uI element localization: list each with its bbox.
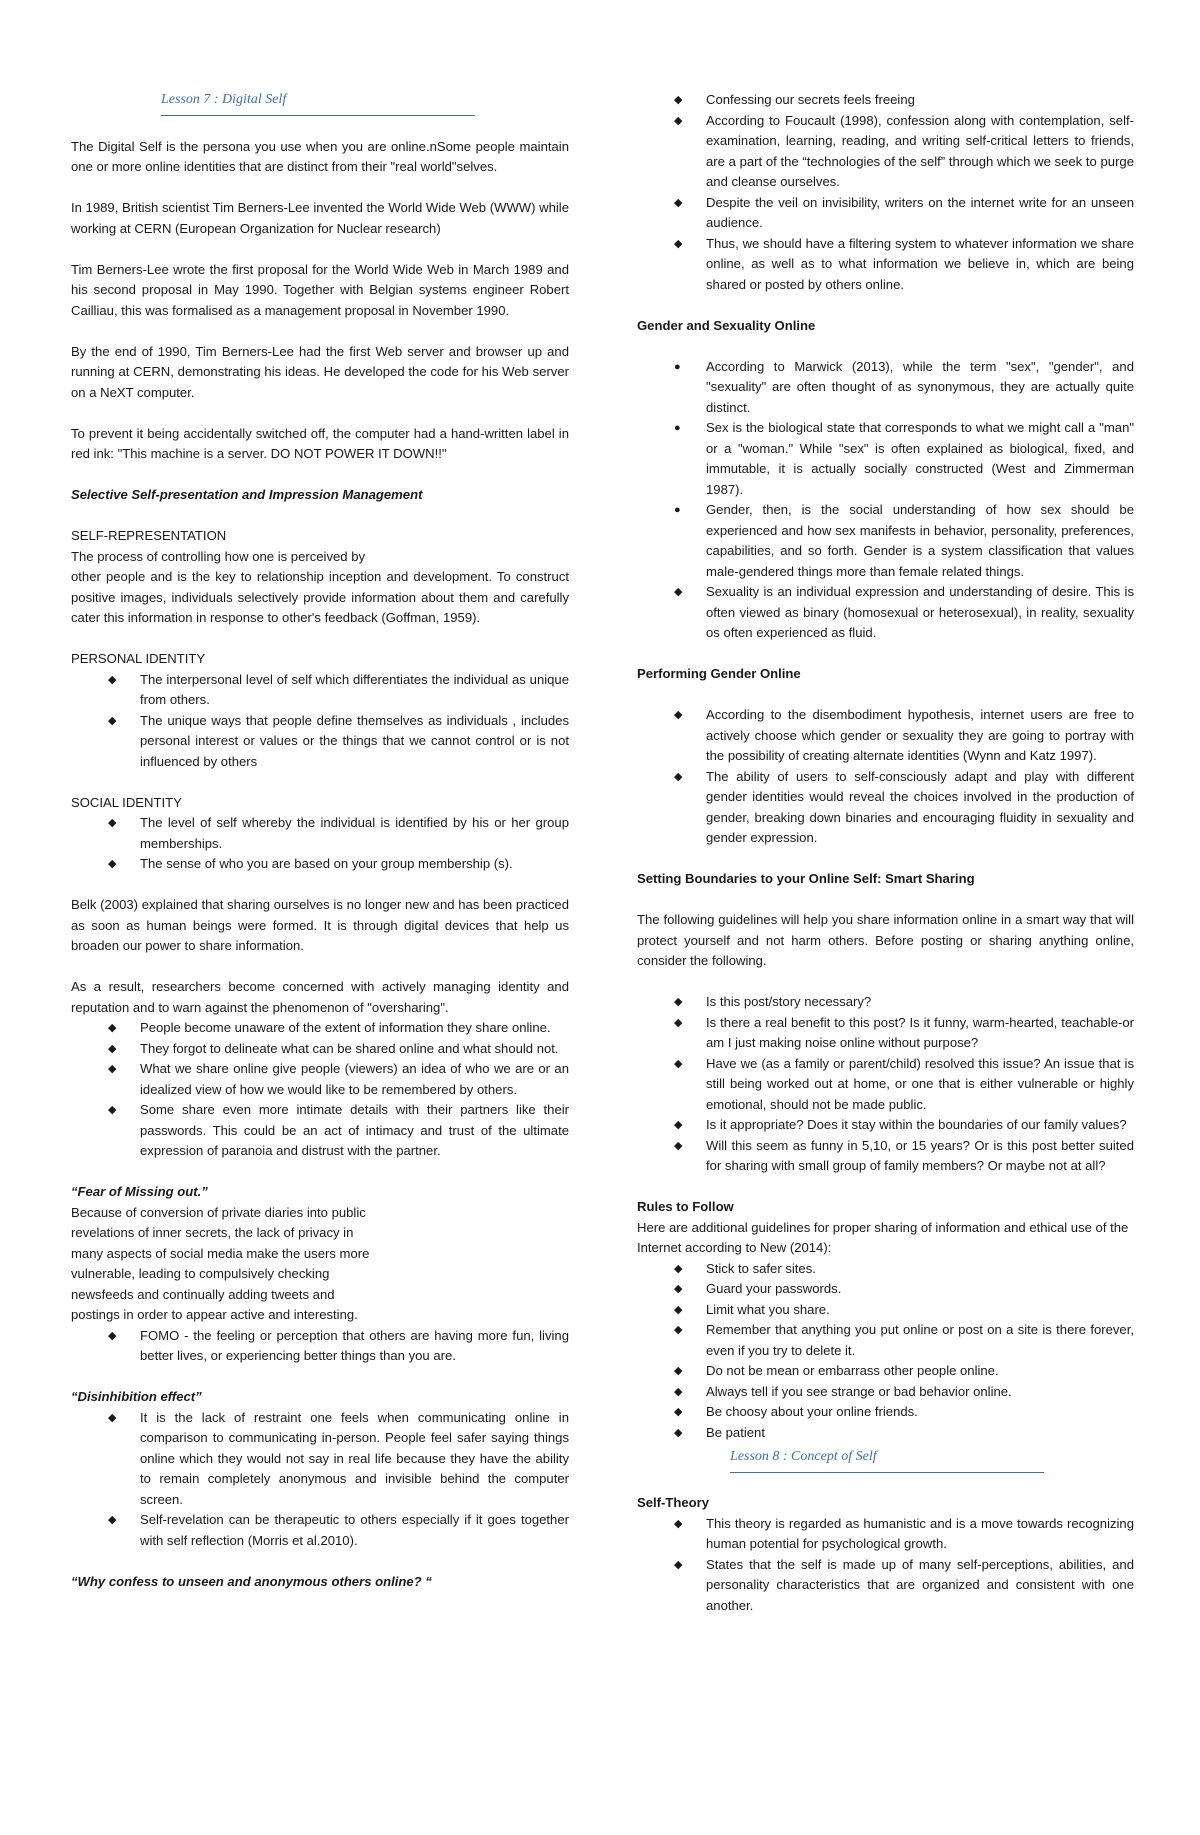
social-identity-heading: SOCIAL IDENTITY: [71, 794, 182, 810]
self-representation-heading: SELF-REPRESENTATION: [71, 528, 227, 543]
list-item: ◆ Some share even more intimate details with their partners like their passwords. This could be an act of intimacy and trust of the ultimate expression of paranoia and distrust with the partner.: [108, 1102, 569, 1158]
gender-list: [637, 357, 1134, 644]
fomo-heading: “Fear of Missing out.”: [71, 1184, 208, 1199]
fomo-line: newsfeeds and continually adding tweets and: [71, 1286, 335, 1302]
selective-heading: Selective Self-presentation and Impression Management: [71, 487, 423, 502]
list-item: ● Sex is the biological state that corresponds to what we might call a "man" or a "woman." While "sex" is often explained as biological, fixed, and immutable, it is actually socially constructed (West and Zimmerman 1987).: [674, 420, 1134, 497]
belk-paragraph: Belk (2003) explained that sharing ourselves is no longer new and has been practiced as soon as human beings were formed. It is through digital devices that help us broaden our power to share information.: [71, 897, 569, 953]
bullet-icon: ◆: [674, 114, 683, 127]
rules-source: Internet according to New (2014):: [637, 1240, 832, 1255]
list-item: ◆ Is it appropriate? Does it stay within the boundaries of our family values?: [637, 1115, 1134, 1136]
lesson-7-title: Lesson 7 : Digital Self: [161, 92, 287, 107]
fomo-line: Because of conversion of private diaries into public: [71, 1204, 366, 1220]
list-item: ◆ Always tell if you see strange or bad behavior online.: [637, 1382, 1134, 1403]
list-item: ◆ Thus, we should have a filtering system to whatever information we share online, as well as to what information we believe in, which are being shared or posted by others online.: [674, 235, 1134, 292]
list-item: ◆ The ability of users to self-consciously adapt and play with different gender identities would reveal the choices involved in the production of gender, breaking down binaries and encouraging fluidity in sexuality and gender expression.: [674, 768, 1134, 845]
list-item: ◆ Limit what you share.: [637, 1300, 1134, 1321]
gender-heading: Gender and Sexuality Online: [637, 317, 816, 333]
self-theory-heading: Self-Theory: [637, 1495, 710, 1510]
bullet-icon: ◆: [674, 1057, 683, 1070]
list-item: ◆ People become unaware of the extent of information they share online.: [71, 1018, 569, 1039]
list-item: ◆ They forgot to delineate what can be shared online and what should not.: [71, 1039, 569, 1060]
right-column: [637, 90, 1134, 1616]
bullet-icon: ◆: [108, 1329, 117, 1342]
bullet-icon: ◆: [108, 714, 117, 727]
bullet-icon: ◆: [674, 237, 683, 250]
list-item: ◆ Self-revelation can be therapeutic to others especially if it goes together with self reflection (Morris et al.2010).: [108, 1512, 569, 1548]
confess-heading: “Why confess to unseen and anonymous others online? “: [71, 1573, 432, 1589]
bullet-icon: ◆: [674, 1558, 683, 1571]
bullet-icon: ◆: [674, 1139, 683, 1152]
disinhibition-heading: “Disinhibition effect”: [71, 1389, 202, 1404]
bullet-icon: ◆: [108, 1514, 117, 1526]
personal-identity-list: [71, 670, 569, 773]
lesson-8-title: Lesson 8 : Concept of Self: [730, 1449, 877, 1464]
list-item: ◆ This theory is regarded as humanistic and is a move towards recognizing human potential for psychological growth.: [674, 1515, 1134, 1551]
bullet-icon: ◆: [674, 196, 683, 209]
performing-gender-heading: Performing Gender Online: [637, 666, 801, 681]
rules-list: [637, 1259, 1134, 1444]
bullet-icon: ◆: [108, 1411, 117, 1424]
history-paragraph-2: Tim Berners-Lee wrote the first proposal for the World Wide Web in March 1989 and his second proposal in May 1990. Together with Belgian systems engineer Robert Cailliau, this was formalised as a management proposal in November 1990.: [71, 261, 569, 318]
boundaries-list: [637, 992, 1134, 1177]
bullet-icon: ◆: [674, 1517, 683, 1530]
rules-intro: Here are additional guidelines for proper sharing of information and ethical use of the: [637, 1219, 1129, 1235]
bullet-icon: ◆: [108, 858, 117, 870]
confess-list: [637, 90, 1134, 295]
list-item: ◆ Have we (as a family or parent/child) resolved this issue? An issue that is still being worked out at home, or one that is either vulnerable or highly emotional, should not be made public.: [674, 1055, 1134, 1112]
list-item: ◆ What we share online give people (viewers) an idea of who we are or an idealized view of how we would like to be remembered by others.: [108, 1061, 569, 1097]
bullet-icon: ◆: [108, 1022, 117, 1034]
oversharing-intro: As a result, researchers become concerned with actively managing identity and reputation and to warn against the phenomenon of "oversharing".: [71, 979, 569, 1015]
bullet-icon: ●: [674, 360, 681, 373]
bullet-icon: ◆: [674, 709, 683, 721]
bullet-icon: ◆: [674, 1324, 683, 1336]
list-item: ◆ Despite the veil on invisibility, writers on the internet write for an unseen audience.: [674, 194, 1134, 230]
list-item: ◆ The interpersonal level of self which differentiates the individual as unique from others.: [108, 671, 569, 707]
bullet-icon: ◆: [674, 1283, 683, 1295]
list-item: ◆ The unique ways that people define themselves as individuals , includes personal interest or values or the things that we cannot control or is not influenced by others: [108, 712, 569, 769]
bullet-icon: ●: [674, 422, 681, 434]
list-item: ● According to Marwick (2013), while the term "sex", "gender", and "sexuality" are often thought of as synonymous, they are actually quite distinct.: [674, 358, 1134, 415]
list-item: ◆ Is this post/story necessary?: [637, 992, 1134, 1013]
bullet-icon: ◆: [674, 996, 683, 1008]
bullet-icon: ◆: [108, 1104, 117, 1116]
performing-gender-list: [637, 705, 1134, 849]
history-paragraph-1: In 1989, British scientist Tim Berners-Lee invented the World Wide Web (WWW) while working at CERN (European Organization for Nuclear research): [71, 200, 569, 236]
fomo-list: [71, 1326, 569, 1367]
list-item: ◆ States that the self is made up of many self-perceptions, abilities, and personality characteristics that are organized and consistent with one another.: [674, 1556, 1134, 1613]
self-representation-line1: The process of controlling how one is perceived by: [71, 548, 366, 564]
fomo-line: revelations of inner secrets, the lack of privacy in: [71, 1225, 354, 1240]
list-item: ◆ Be patient: [637, 1423, 1134, 1444]
list-item: ◆ FOMO - the feeling or perception that others are having more fun, living better lives, or experiencing better things than you are.: [108, 1327, 569, 1363]
list-item: ◆ Is there a real benefit to this post? Is it funny, warm-hearted, teachable-or am I just making noise online without purpose?: [674, 1014, 1134, 1050]
social-identity-list: [71, 813, 569, 875]
self-theory-list: [637, 1514, 1134, 1617]
fomo-line: vulnerable, leading to compulsively checking: [71, 1266, 330, 1281]
bullet-icon: ◆: [674, 1303, 683, 1316]
list-item: ◆ Stick to safer sites.: [637, 1259, 1134, 1280]
bullet-icon: ◆: [674, 1262, 683, 1275]
list-item: ◆ Guard your passwords.: [637, 1279, 1134, 1300]
oversharing-list: [71, 1018, 569, 1162]
bullet-icon: ◆: [674, 1119, 683, 1131]
bullet-icon: ◆: [674, 1406, 683, 1418]
history-paragraph-3: By the end of 1990, Tim Berners-Lee had the first Web server and browser up and running at CERN, demonstrating his ideas. He developed the code for his Web server on a NeXT computer.: [71, 343, 569, 400]
disinhibition-list: [71, 1408, 569, 1552]
list-item: ◆ According to Foucault (1998), confession along with contemplation, self-examination, learning, reading, and writing self-critical letters to friends, are a part of the “technologies of the self” through which we seek to purge and cleanse ourselves.: [674, 112, 1134, 189]
list-item: ◆ Confessing our secrets feels freeing: [637, 90, 1134, 111]
list-item: ◆ Be choosy about your online friends.: [637, 1402, 1134, 1423]
bullet-icon: ◆: [108, 1063, 117, 1075]
list-item: ◆ It is the lack of restraint one feels when communicating online in comparison to communicating in-person. People feel safer saying things online which they would not say in real life because they have the ability to remain completely anonymous and invisible behind the computer screen.: [108, 1409, 569, 1507]
bullet-icon: ◆: [674, 586, 683, 598]
list-item: ◆ According to the disembodiment hypothesis, internet users are free to actively choose which gender or sexuality they are going to portray with the possibility of creating alternate identities (Wynn and Katz 1997).: [674, 707, 1134, 763]
list-item: ◆ The level of self whereby the individual is identified by his or her group memberships.: [108, 815, 569, 851]
list-item: ● Gender, then, is the social understanding of how sex should be experienced and how sex manifests in behavior, personality, preferences, capabilities, and so forth. Gender is a system classification that values male-gendered things more than female related things.: [674, 502, 1134, 579]
bullet-icon: ◆: [108, 1042, 117, 1055]
list-item: ◆ Will this seem as funny in 5,10, or 15 years? Or is this post better suited for sharing with small group of family members? Or maybe not at all?: [674, 1137, 1134, 1173]
bullet-icon: ◆: [674, 1426, 683, 1439]
bullet-icon: ◆: [108, 817, 117, 829]
rules-heading: Rules to Follow: [637, 1199, 734, 1214]
bullet-icon: ◆: [674, 1385, 683, 1398]
list-item: ◆ Remember that anything you put online or post on a site is there forever, even if you try to delete it.: [674, 1322, 1134, 1358]
bullet-icon: ◆: [108, 673, 117, 686]
bullet-icon: ◆: [674, 770, 683, 783]
bullet-icon: ◆: [674, 94, 683, 106]
left-column: [71, 90, 569, 1592]
bullet-icon: ◆: [674, 1365, 683, 1377]
bullet-icon: ●: [674, 504, 681, 516]
fomo-line: postings in order to appear active and interesting.: [71, 1307, 358, 1322]
intro-paragraph: The Digital Self is the persona you use when you are online.nSome people maintain one or more online identities that are distinct from their "real world"selves.: [71, 138, 569, 174]
list-item: ◆ Sexuality is an individual expression and understanding of desire. This is often viewed as binary (homosexual or heterosexual), in reality, sexuality os often experienced as fluid.: [674, 584, 1134, 640]
personal-identity-heading: PERSONAL IDENTITY: [71, 651, 206, 666]
boundaries-heading: Setting Boundaries to your Online Self: Smart Sharing: [637, 871, 975, 886]
list-item: ◆ Do not be mean or embarrass other people online.: [637, 1361, 1134, 1382]
history-paragraph-4: To prevent it being accidentally switched off, the computer had a hand-written label in red ink: "This machine is a server. DO NOT POWER IT DOWN!!": [71, 425, 569, 461]
boundaries-intro: The following guidelines will help you share information online in a smart way that will protect yourself and not harm others. Before posting or sharing anything online, consider the following.: [637, 912, 1134, 968]
self-representation-body: other people and is the key to relationship inception and development. To construct positive images, individuals selectively provide information about them and carefully cater this information in response to other's feedback (Goffman, 1959).: [71, 569, 569, 625]
list-item: ◆ The sense of who you are based on your group membership (s).: [71, 854, 569, 875]
bullet-icon: ◆: [674, 1016, 683, 1029]
fomo-line: many aspects of social media make the users more: [71, 1245, 370, 1261]
